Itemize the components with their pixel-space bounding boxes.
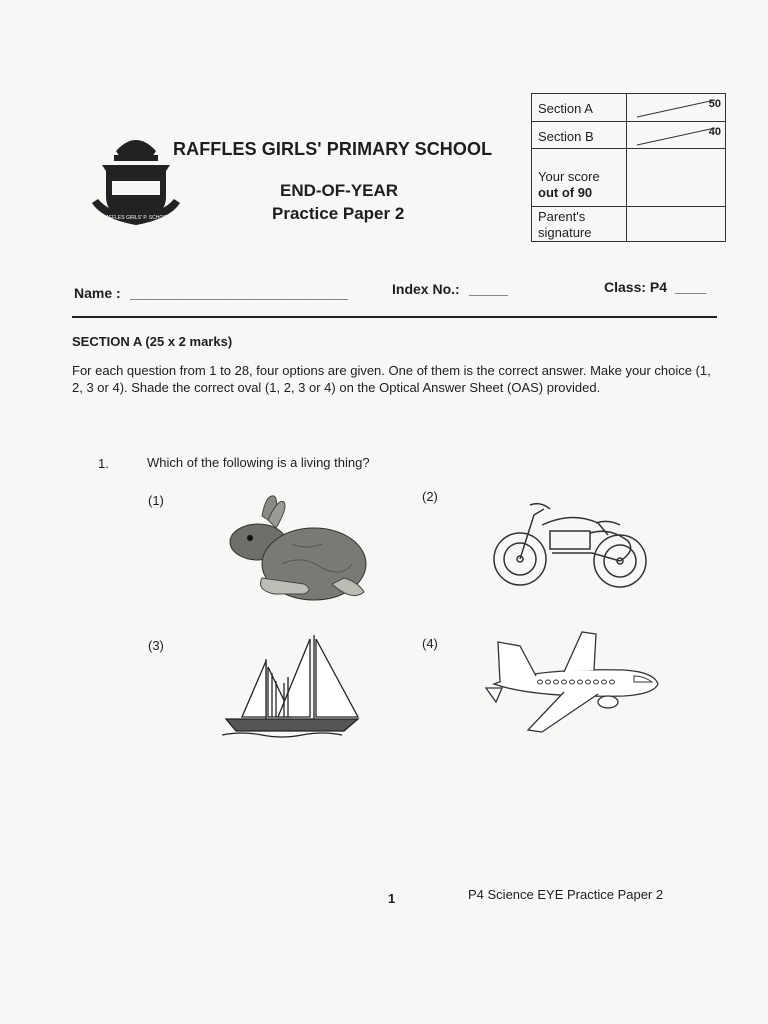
paper-name-footer: P4 Science EYE Practice Paper 2 <box>468 887 664 902</box>
paper-title: Practice Paper 2 <box>272 204 405 223</box>
divider-line <box>72 316 717 318</box>
section-b-max: 40 <box>708 126 721 138</box>
class-label: Class: P4 <box>604 279 668 295</box>
crest-motto: RAFFLES GIRLS' P. SCHOOL <box>102 215 170 221</box>
section-a-instructions: For each question from 1 to 28, four options are given. One of them is the correct answer. Make your choice (1, 2, 3 or 4). Shade the correct oval (1, 2, 3 or 4) on the Optical Answer Sheet (OAS) provided. <box>72 363 711 395</box>
index-label: Index No.: <box>392 281 460 297</box>
score-row-section-a <box>532 94 726 122</box>
score-slash <box>635 98 717 118</box>
option-1-label: (1) <box>148 493 164 508</box>
section-a-heading: SECTION A (25 x 2 marks) <box>72 334 233 349</box>
score-slash <box>635 126 717 146</box>
parents-label: Parent's <box>538 209 586 224</box>
score-row-section-b <box>532 122 726 149</box>
name-label: Name : <box>74 285 121 301</box>
name-blank[interactable]: ____________________________ <box>130 285 349 301</box>
airplane-picture <box>484 628 662 734</box>
score-row-total <box>532 149 726 207</box>
sailboat-picture <box>222 633 362 739</box>
option-3-label: (3) <box>148 638 164 653</box>
school-crest-logo <box>88 133 184 233</box>
class-blank[interactable]: ____ <box>675 279 707 295</box>
score-row-signature <box>532 207 726 242</box>
option-4-label: (4) <box>422 636 438 651</box>
exam-title: END-OF-YEAR <box>280 181 399 200</box>
rabbit-picture <box>222 494 372 608</box>
question-number: 1. <box>98 456 109 471</box>
section-a-max: 50 <box>708 98 721 110</box>
signature-cell[interactable] <box>627 207 726 242</box>
school-name: RAFFLES GIRLS' PRIMARY SCHOOL <box>173 139 493 159</box>
your-score-label: Your score <box>538 169 600 184</box>
option-2-label: (2) <box>422 489 438 504</box>
out-of-label: out of 90 <box>538 185 593 200</box>
section-b-label: Section B <box>538 129 594 144</box>
total-score-cell[interactable] <box>627 149 726 207</box>
page-number: 1 <box>388 891 396 906</box>
motorcycle-picture <box>492 495 652 591</box>
signature-label: signature <box>538 225 592 240</box>
question-text: Which of the following is a living thing? <box>147 455 370 470</box>
section-a-label: Section A <box>538 101 593 116</box>
index-blank[interactable]: _____ <box>469 281 508 297</box>
score-table <box>531 93 726 242</box>
